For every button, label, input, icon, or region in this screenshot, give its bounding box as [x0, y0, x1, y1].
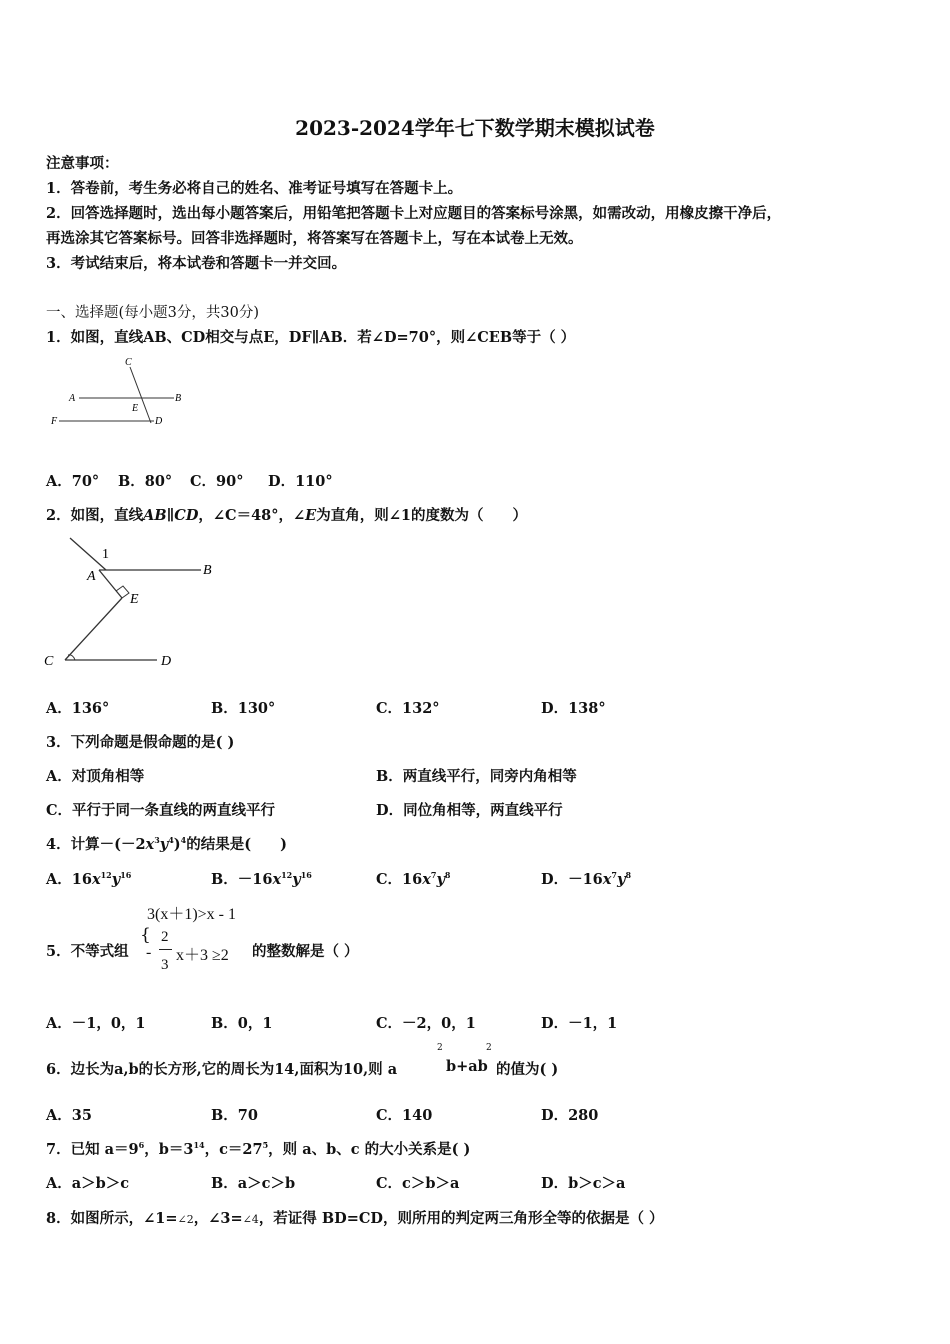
q6-option-d: D．280: [541, 1107, 599, 1124]
q4-option-c: C．$16x^7y^8$: [376, 870, 451, 888]
q1-option-c: C．90°: [190, 473, 244, 490]
q1-label-d: D: [155, 416, 163, 427]
q5-minus: -: [146, 944, 152, 961]
q6-option-b: B．70: [211, 1107, 258, 1124]
q6-stem-end: 的值为( ): [496, 1061, 559, 1078]
q2-label-a: A: [87, 569, 96, 584]
q5-option-c: C．－2，0，1: [376, 1015, 476, 1032]
q1-stem: 1．如图，直线AB、CD相交与点E，DF∥AB．若∠D=70°，则∠CEB等于（ ）: [46, 329, 576, 346]
q5-stem-tail: 的整数解是（ ）: [252, 943, 359, 960]
q3-option-c: C．平行于同一条直线的两直线平行: [46, 802, 276, 819]
q6-sup-2: 2: [486, 1043, 492, 1053]
notice-item-1: 1．答卷前，考生务必将自己的姓名、准考证号填写在答题卡上。: [46, 180, 463, 197]
q1-option-b: B．80°: [118, 473, 173, 490]
q6-option-a: A．35: [46, 1107, 92, 1124]
q2-figure: [40, 534, 240, 674]
q3-option-b: B．两直线平行，同旁内角相等: [376, 768, 577, 785]
notice-item-2: 2．回答选择题时，选出每小题答案后，用铅笔把答题卡上对应题目的答案标号涂黑，如需改动，用橡皮擦干净后，: [46, 205, 782, 222]
q5-fraction-denominator: 3: [161, 957, 169, 973]
q5-option-b: B．0，1: [211, 1015, 273, 1032]
q2-label-b: B: [203, 563, 212, 578]
q4-stem: 4．计算$-(-2x^3y^4)^4$的结果是( ): [46, 835, 287, 853]
q7-option-d: D．b＞c＞a: [541, 1175, 626, 1192]
q4-option-d: D．$-16x^7y^8$: [541, 870, 632, 888]
q4-option-a: A．$16x^{12}y^{16}$: [46, 870, 132, 888]
q5-fraction-numerator: 2: [161, 929, 169, 945]
notice-heading: 注意事项：: [46, 155, 119, 172]
q1-option-a: A．70°: [46, 473, 100, 490]
q3-option-d: D．同位角相等，两直线平行: [376, 802, 563, 819]
q1-figure: [46, 354, 196, 429]
q7-option-a: A．a＞b＞c: [46, 1175, 130, 1192]
q5-inequality-1: 3(x＋1)>x - 1: [147, 906, 237, 923]
q5-option-d: D．－1，1: [541, 1015, 618, 1032]
q5-option-a: A．－1，0，1: [46, 1015, 146, 1032]
q2-option-a: A．136°: [46, 700, 110, 717]
section-heading: 一、选择题(每小题3分，共30分): [46, 305, 259, 321]
q1-label-a: A: [69, 393, 76, 404]
q6-sup-1: 2: [437, 1043, 443, 1053]
q6-option-c: C．140: [376, 1107, 433, 1124]
q5-brace: {: [140, 925, 151, 945]
q2-stem: 2．如图，直线AB∥CD，∠C＝48°，∠E为直角，则∠1的度数为（ ）: [46, 507, 527, 524]
q2-option-b: B．130°: [211, 700, 276, 717]
q1-label-b: B: [175, 393, 182, 404]
q2-label-1: 1: [102, 547, 109, 562]
q7-option-b: B．a＞c＞b: [211, 1175, 296, 1192]
q2-option-c: C．132°: [376, 700, 440, 717]
notice-item-3: 3．考试结束后，将本试卷和答题卡一并交回。: [46, 255, 347, 272]
q6-stem-start: 6．边长为a,b的长方形,它的周长为14,面积为10,则 a: [46, 1061, 398, 1078]
q2-label-c: C: [44, 654, 54, 669]
notice-item-2-cont: 再选涂其它答案标号。回答非选择题时，将答案写在答题卡上，写在本试卷上无效。: [46, 230, 583, 247]
q1-label-e: E: [132, 403, 139, 414]
q3-option-a: A．对顶角相等: [46, 768, 145, 785]
q2-label-e: E: [130, 592, 139, 607]
q7-stem: 7．已知 $a=9^6$，$b=3^{14}$，$c=27^5$，则 a、b、c 的大小关系是( ): [46, 1140, 471, 1158]
q2-option-d: D．138°: [541, 700, 606, 717]
q1-option-d: D．110°: [268, 473, 333, 490]
q5-fraction-bar: [159, 949, 172, 950]
q5-inequality-2: x＋3 ≥2: [176, 947, 229, 964]
q2-label-d: D: [161, 654, 172, 669]
q6-stem-mid: b+ab: [446, 1058, 488, 1075]
q1-label-c: C: [125, 357, 132, 368]
q5-label: 5．不等式组: [46, 943, 129, 960]
q4-option-b: B．$-16x^{12}y^{16}$: [211, 870, 312, 888]
q8-stem: 8．如图所示，∠1=∠2，∠3=∠4，若证得 BD=CD，则所用的判定两三角形全等的依据是（ ）: [46, 1210, 664, 1227]
q1-label-f: F: [51, 416, 58, 427]
page-title: 2023-2024学年七下数学期末模拟试卷: [295, 116, 655, 140]
q3-stem: 3．下列命题是假命题的是( ): [46, 734, 235, 751]
q7-option-c: C．c＞b＞a: [376, 1175, 460, 1192]
